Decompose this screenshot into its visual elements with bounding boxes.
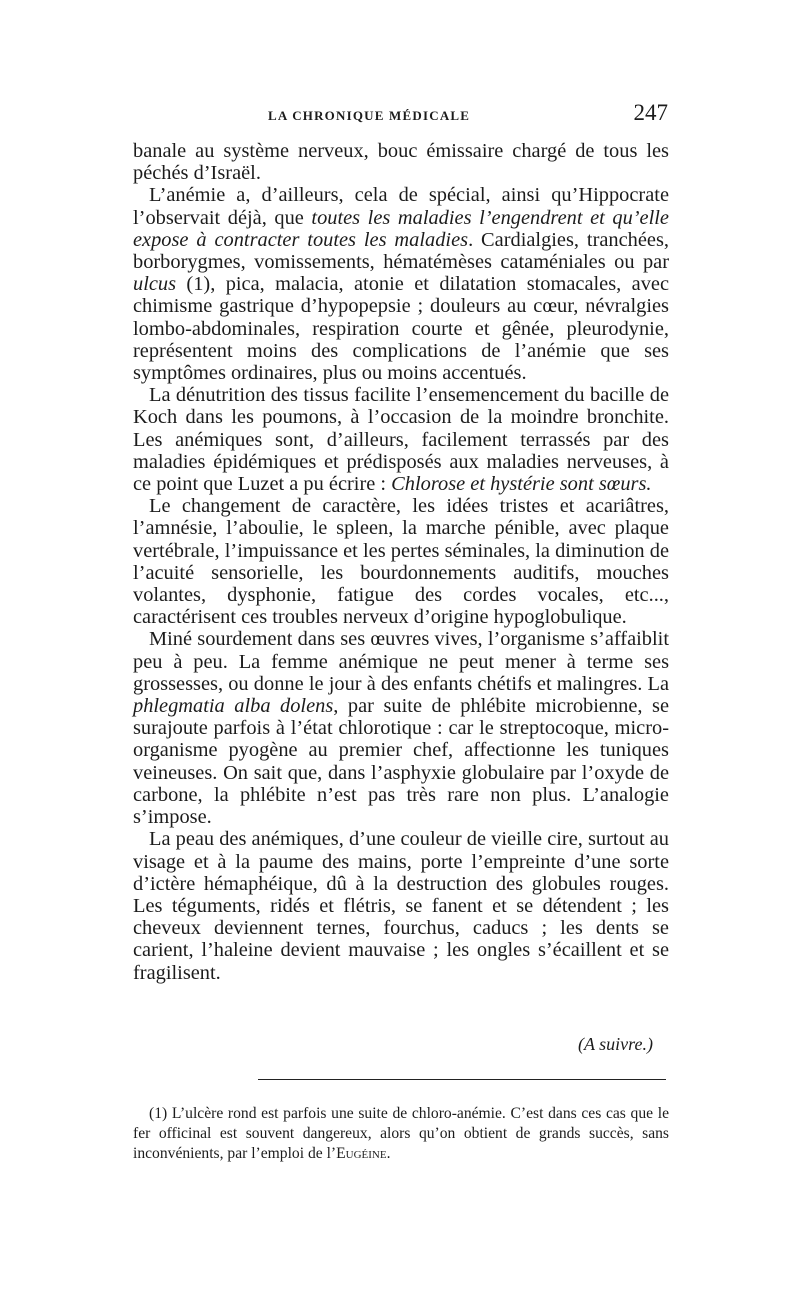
to-be-continued bbox=[578, 1034, 653, 1055]
paragraph-denutrition bbox=[133, 384, 669, 495]
sig-open: ( bbox=[578, 1034, 584, 1054]
running-title: LA CHRONIQUE MÉDICALE bbox=[268, 108, 471, 123]
footnote bbox=[133, 1104, 669, 1164]
paragraph-caractere: Le changement de caractère, les idées tristes et acariâtres, l’amnésie, l’aboulie, le spleen, la marche pénible, avec plaque vertébrale, l’impuissance et les pertes séminales, la diminution de l’acuité sensorielle, les bourdonnements auditifs, mouches volantes, dysphonie, fatigue des cordes vocales, etc..., caractérisent ces troubles nerveux d’origine hypoglobulique. bbox=[133, 495, 669, 629]
paragraph-text: (1), pica, malacia, atonie et dilatation stomacales, avec chimisme gastrique d’hypopepsie ; douleurs au cœur, névralgies lombo-abdominales, respiration courte et gênée, pleurodynie, représentent moins des complications de l’anémie que ses symptômes ordinaires, plus ou moins accentués. bbox=[133, 273, 669, 385]
paragraph-anemie bbox=[133, 184, 669, 384]
sig-text: A suivre. bbox=[584, 1034, 647, 1054]
footnote-text: L’ulcère rond est parfois une suite de chloro-anémie. C’est dans ces cas que le fer officinal est souvent dangereux, alors qu’on obtient de grands succès, sans inconvénients, par l’emploi de l’ bbox=[133, 1105, 669, 1162]
paragraph-text: Miné sourdement dans ses œuvres vives, l’organisme s’affaiblit peu à peu. La femme anémique ne peut mener à terme ses grossesses, ou donne le jour à des enfants chétifs et malingres. La bbox=[133, 628, 669, 695]
paragraph-peau: La peau des anémiques, d’une couleur de vieille cire, surtout au visage et à la paume des mains, porte l’empreinte d’une sorte d’ictère hémaphéique, dû à la destruction des globules rouges. Les téguments, ridés et flétris, se fanent et se détendent ; les cheveux deviennent ternes, fourchus, caducs ; les dents se carient, l’haleine devient mauvaise ; les ongles s’écaillent et se fragilisent. bbox=[133, 828, 669, 984]
paragraph-text: L’anémie a, d’ailleurs, cela de spécial, ainsi qu’Hippocrate l’observait déjà, que bbox=[133, 184, 669, 229]
footnote-brand: Eugéine bbox=[336, 1145, 387, 1162]
paragraph-text: La dénutrition des tissus facilite l’ensemencement du bacille de Koch dans les poumons, à l’occasion de la moindre bronchite. Les anémiques sont, d’ailleurs, facilement terrassés par des maladies épidémiques et prédisposés aux maladies nerveuses, à ce point que Luzet a pu écrire : bbox=[133, 384, 669, 496]
paragraph-text: . Cardialgies, tranchées, borborygmes, vomissements, hématémèses cataméniales ou par bbox=[133, 228, 669, 274]
sig-close: ) bbox=[647, 1034, 653, 1054]
page-number: 247 bbox=[633, 100, 668, 125]
italic-term: ulcus bbox=[133, 273, 177, 296]
italic-quote: toutes les maladies l’engendrent et qu’elle expose à contracter toutes les maladies bbox=[133, 206, 669, 251]
footnote-end: . bbox=[386, 1145, 391, 1162]
italic-quote: Chlorose et hystérie sont sœurs. bbox=[391, 473, 652, 496]
paragraph-continued: banale au système nerveux, bouc émissaire chargé de tous les péchés d’Israël. bbox=[133, 140, 669, 185]
footnote-marker: (1) bbox=[149, 1105, 168, 1122]
paragraph-organisme bbox=[133, 628, 669, 828]
italic-term: phlegmatia alba dolens bbox=[133, 695, 334, 718]
footnote-divider bbox=[258, 1079, 666, 1080]
paragraph-text: , par suite de phlébite microbienne, se surajoute parfois à l’état chlorotique : car le streptocoque, micro-organisme pyogène au premier chef, affectionne les tuniques veineuses. On sait que, dans l’asphyxie globulaire par l’oxyde de carbone, la phlébite n’est pas très rare non plus. L’analogie s’impose. bbox=[133, 695, 670, 829]
page-header bbox=[133, 100, 668, 140]
body-text bbox=[133, 140, 669, 984]
